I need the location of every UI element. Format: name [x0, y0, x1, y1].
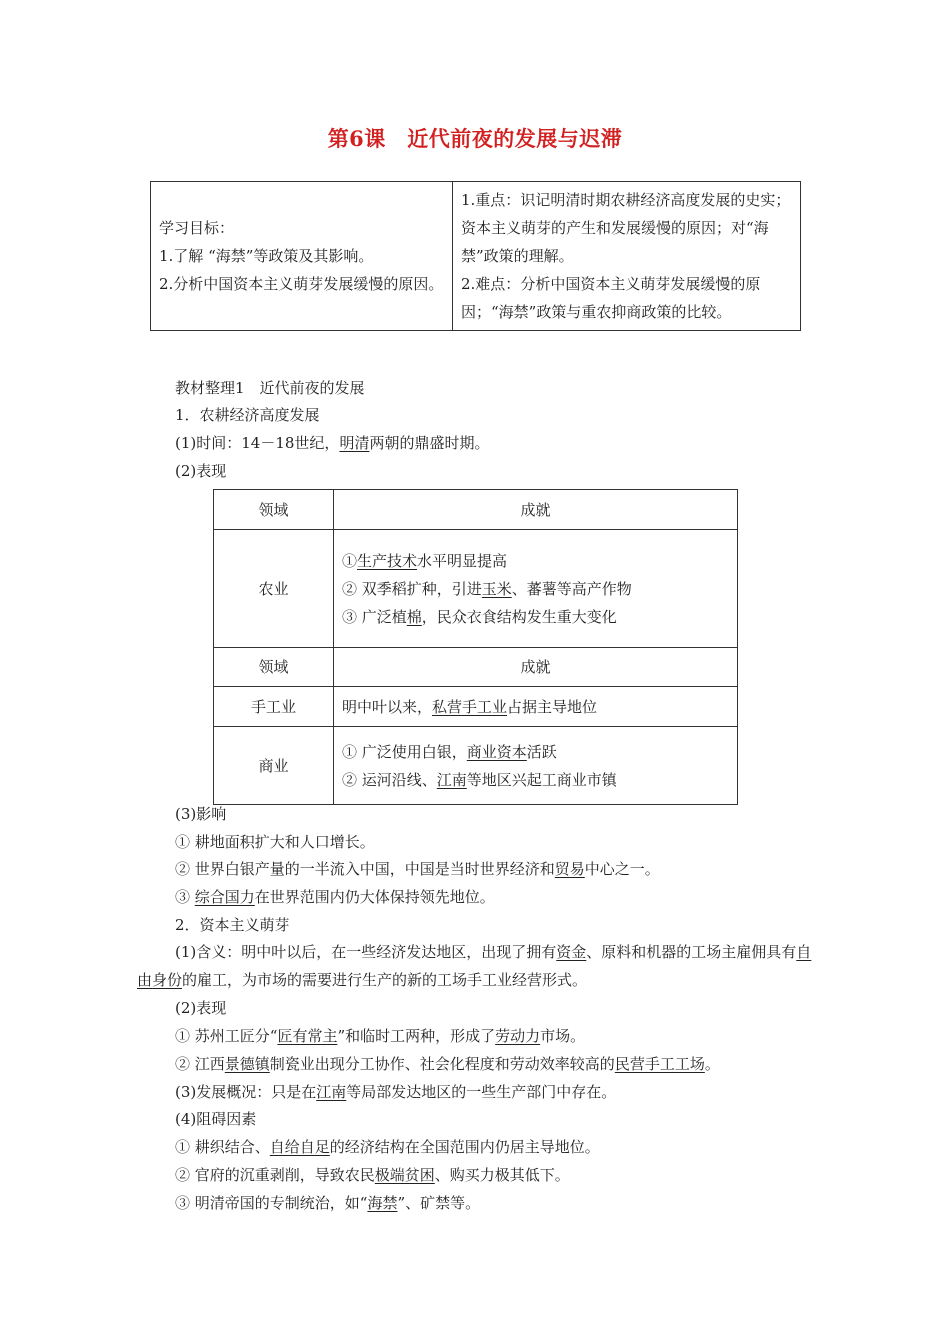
obstacles-heading: (4)阻碍因素	[175, 1110, 257, 1128]
performance-2: ② 江西景德镇制瓷业出现分工协作、社会化程度和劳动效率较高的民营手工工场。	[175, 1055, 720, 1073]
obstacle-3: ③ 明清帝国的专制统治，如“海禁”、矿禁等。	[175, 1194, 481, 1212]
capitalism-performance-heading: (2)表现	[175, 999, 227, 1017]
learning-goals-table	[150, 181, 801, 331]
header-achievement: 成就	[334, 490, 738, 530]
goals-label: 学习目标：	[159, 219, 235, 237]
obstacle-1: ① 耕织结合、自给自足的经济结构在全国范围内仍居主导地位。	[175, 1138, 600, 1156]
impact-3: ③ 综合国力在世界范围内仍大体保持领先地位。	[175, 888, 495, 906]
key-point: 1.重点：识记明清时期农耕经济高度发展的史实；资本主义萌芽的产生和发展缓慢的原因；对“海禁”政策的理解。	[461, 191, 791, 265]
subheading-farming: 1．农耕经济高度发展	[175, 406, 320, 424]
impact-1: ① 耕地面积扩大和人口增长。	[175, 833, 375, 851]
goal-item-1: 1.了解 “海禁”等政策及其影响。	[159, 247, 374, 265]
field-agriculture: 农业	[214, 530, 334, 648]
impact-heading: (3)影响	[175, 805, 227, 823]
header-achievement-repeat: 成就	[334, 648, 738, 687]
field-commerce: 商业	[214, 727, 334, 805]
header-field: 领域	[214, 490, 334, 530]
goals-cell	[151, 182, 453, 331]
performance-1: ① 苏州工匠分“匠有常主”和临时工两种，形成了劳动力市场。	[175, 1027, 586, 1045]
handicraft-achievement: 明中叶以来，私营手工业占据主导地位	[334, 687, 738, 727]
subheading-capitalism: 2．资本主义萌芽	[175, 916, 290, 934]
obstacle-2: ② 官府的沉重剥削，导致农民极端贫困、购买力极其低下。	[175, 1166, 570, 1184]
achievements-table	[213, 489, 738, 805]
commerce-achievements: ① 广泛使用白银，商业资本活跃 ② 运河沿线、江南等地区兴起工商业市镇	[334, 727, 738, 805]
time-line: (1)时间：14－18世纪，明清两朝的鼎盛时期。	[175, 434, 490, 452]
key-points-cell	[453, 182, 801, 331]
page-title: 第6课 近代前夜的发展与迟滞	[327, 126, 623, 151]
impact-2: ② 世界白银产量的一半流入中国，中国是当时世界经济和贸易中心之一。	[175, 860, 660, 878]
performance-heading: (2)表现	[175, 462, 227, 480]
agriculture-achievements: ①生产技术水平明显提高 ② 双季稻扩种，引进玉米、蕃薯等高产作物 ③ 广泛植棉，民众衣食结构发生重大变化	[334, 530, 738, 648]
field-handicraft: 手工业	[214, 687, 334, 727]
development-status: (3)发展概况：只是在江南等局部发达地区的一些生产部门中存在。	[175, 1083, 617, 1101]
header-field-repeat: 领域	[214, 648, 334, 687]
meaning-paragraph: (1)含义：明中叶以后，在一些经济发达地区，出现了拥有资金、原料和机器的工场主雇佣具有自由身份的雇工，为市场的需要进行生产的新的工场手工业经营形式。	[137, 943, 812, 989]
difficult-point: 2.难点：分析中国资本主义萌芽发展缓慢的原因；“海禁”政策与重农抑商政策的比较。	[461, 275, 761, 321]
section-heading-1: 教材整理1 近代前夜的发展	[175, 379, 365, 397]
goal-item-2: 2.分析中国资本主义萌芽发展缓慢的原因。	[159, 275, 444, 293]
